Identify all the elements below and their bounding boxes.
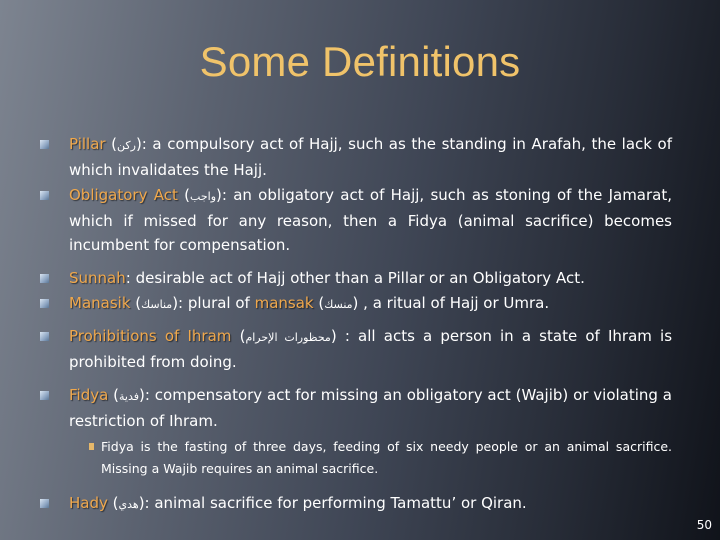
- slide-title: Some Definitions: [199, 38, 521, 85]
- definition-text: ): plural of: [172, 294, 255, 312]
- definition-text: ): animal sacrifice for performing Tamattu’ or Qiran.: [138, 494, 527, 512]
- arabic-term: محظورات الإحرام: [245, 331, 331, 344]
- definitions-list: [40, 132, 672, 517]
- term-label: Prohibitions of Ihram: [69, 327, 232, 345]
- definition-prohibitions-of-ihram: [40, 324, 672, 374]
- term-label: Sunnah: [69, 269, 126, 287]
- square-bullet-icon: [40, 299, 49, 308]
- square-bullet-icon: [40, 391, 49, 400]
- paren-open: (: [313, 294, 325, 312]
- definition-sunnah: [40, 266, 672, 290]
- definition-text: ): an obligatory act of Hajj, such as stoning of the Jamarat, which if missed for any reason, then a Fidya (animal sacrifice) becomes incumbent for compensation.: [69, 186, 673, 254]
- term-label: Pillar: [69, 135, 106, 153]
- term-label-secondary: mansak: [254, 294, 314, 312]
- arabic-term: هدي: [118, 498, 139, 511]
- definition-text: ): a compulsory act of Hajj, such as the standing in Arafah, the lack of which invalidates the Hajj.: [69, 135, 672, 179]
- definition-text: ) , a ritual of Hajj or Umra.: [352, 294, 550, 312]
- definition-text: ) : all acts a person in a state of Ihram is prohibited from doing.: [69, 327, 673, 371]
- arabic-term: ركن: [117, 139, 136, 152]
- term-label: Hady: [69, 494, 108, 512]
- definition-text: ): compensatory act for missing an obligatory act (Wajib) or violating a restriction of Ihram.: [69, 386, 672, 430]
- term-label: Obligatory Act: [69, 186, 178, 204]
- definition-obligatory-act: [40, 183, 672, 257]
- sub-point-fidya: [89, 436, 672, 480]
- definition-pillar: [40, 132, 672, 182]
- paren-open: (: [177, 186, 191, 204]
- square-bullet-icon: [40, 140, 49, 149]
- square-bullet-icon: [40, 191, 49, 200]
- paren-open: (: [231, 327, 246, 345]
- paren-open: (: [105, 135, 118, 153]
- definition-fidya: [40, 383, 672, 433]
- arabic-term: منسك: [324, 298, 353, 311]
- paren-open: (: [107, 494, 119, 512]
- page-number: 50: [696, 518, 712, 532]
- definition-text: : desirable act of Hajj other than a Pillar or an Obligatory Act.: [125, 269, 585, 287]
- definition-manasik: [40, 291, 672, 317]
- square-bullet-icon: [40, 274, 49, 283]
- sub-point-text: Fidya is the fasting of three days, feeding of six needy people or an animal sacrifice. Missing a Wajib requires an animal sacrifice.: [101, 439, 672, 476]
- sub-bullet-icon: [89, 443, 94, 450]
- arabic-term: مناسك: [141, 298, 173, 311]
- term-label: Manasik: [69, 294, 131, 312]
- paren-open: (: [108, 386, 120, 404]
- arabic-term: فدية: [119, 390, 140, 403]
- paren-open: (: [130, 294, 142, 312]
- square-bullet-icon: [40, 499, 49, 508]
- arabic-term: واجب: [190, 190, 217, 203]
- square-bullet-icon: [40, 332, 49, 341]
- definition-hady: [40, 491, 672, 517]
- term-label: Fidya: [69, 386, 109, 404]
